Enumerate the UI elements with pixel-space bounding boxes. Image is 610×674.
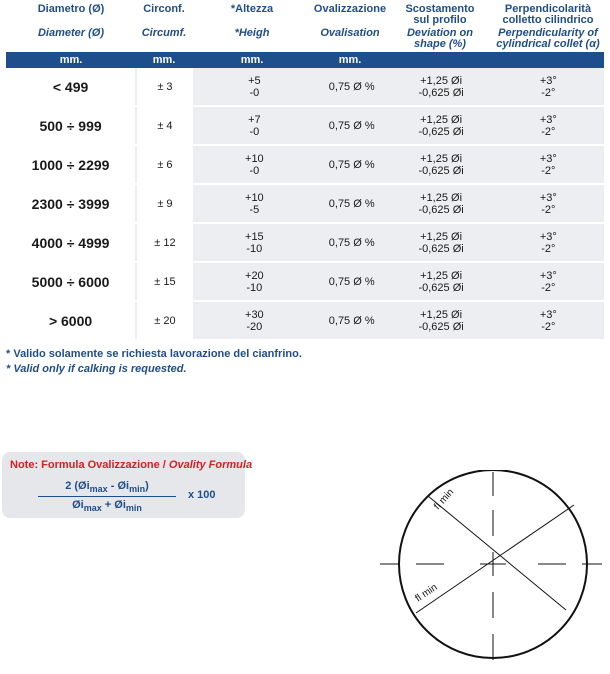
deviation-cell	[389, 224, 492, 261]
height-plus: +10	[245, 191, 264, 204]
header-ovalisation	[312, 0, 388, 52]
perpendicularity-cell	[493, 146, 604, 183]
height-minus: -0	[249, 164, 260, 177]
height-cell	[195, 185, 314, 222]
header-height	[192, 0, 312, 52]
tolerance-table	[6, 0, 604, 341]
footnote-it: * Valido solamente se richiesta lavorazione del cianfrino.	[6, 348, 302, 360]
formula-subscript: max	[83, 503, 102, 514]
height-plus: +10	[245, 152, 264, 165]
deviation-plus: +1,25 Øi	[420, 113, 463, 126]
perpendicularity-plus: +3°	[539, 74, 557, 87]
perpendicularity-cell	[493, 107, 604, 144]
header-it: Diametro (Ø)	[37, 3, 105, 15]
header-en: Circumf.	[141, 27, 187, 39]
diameter-label: fl min	[432, 486, 457, 513]
height-minus: -10	[246, 242, 263, 255]
deviation-minus: -0,625 Øi	[418, 86, 464, 99]
deviation-minus: -0,625 Øi	[418, 164, 464, 177]
perpendicularity-minus: -2°	[541, 86, 556, 99]
header-diameter	[6, 0, 136, 52]
table-row	[6, 302, 604, 341]
table-row	[6, 107, 604, 146]
perpendicularity-cell	[493, 224, 604, 261]
height-minus: -0	[249, 86, 260, 99]
circumference-cell: ± 3	[137, 68, 193, 105]
formula-fraction	[38, 480, 176, 513]
height-minus: -0	[249, 125, 260, 138]
ovalisation-cell: 0,75 Ø %	[328, 158, 375, 171]
formula-denominator	[38, 497, 176, 513]
deviation-minus: -0,625 Øi	[418, 242, 464, 255]
height-minus: -5	[249, 203, 260, 216]
header-en: Diameter (Ø)	[37, 27, 105, 39]
height-plus: +20	[245, 269, 264, 282]
perpendicularity-minus: -2°	[541, 164, 556, 177]
table-row	[6, 146, 604, 185]
deviation-plus: +1,25 Øi	[420, 269, 463, 282]
height-minus: -20	[246, 320, 263, 333]
perpendicularity-minus: -2°	[541, 125, 556, 138]
diameter-cell: 2300 ÷ 3999	[6, 185, 135, 222]
deviation-cell	[389, 185, 492, 222]
ovalisation-cell: 0,75 Ø %	[328, 197, 375, 210]
deviation-plus: +1,25 Øi	[420, 191, 463, 204]
deviation-cell	[389, 68, 492, 105]
header-perpendicularity	[492, 0, 604, 52]
table-header	[6, 0, 604, 52]
formula-text: + Øi	[101, 499, 126, 512]
perpendicularity-plus: +3°	[539, 113, 557, 126]
perpendicularity-plus: +3°	[539, 191, 557, 204]
header-it: sul profilo	[413, 14, 467, 26]
formula-title	[10, 459, 252, 471]
formula-multiplier: x 100	[188, 489, 216, 501]
circumference-cell: ± 12	[137, 224, 193, 261]
table-row	[6, 185, 604, 224]
perpendicularity-plus: +3°	[539, 230, 557, 243]
deviation-minus: -0,625 Øi	[418, 125, 464, 138]
deviation-cell	[389, 302, 492, 339]
table-row	[6, 224, 604, 263]
header-it: Circonf.	[143, 3, 185, 15]
header-it: colletto cilindrico	[502, 14, 594, 26]
header-circumference	[136, 0, 192, 52]
height-cell	[195, 263, 314, 300]
table-row	[6, 263, 604, 302]
height-minus: -10	[246, 281, 263, 294]
formula-text: )	[145, 480, 149, 492]
perpendicularity-minus: -2°	[541, 242, 556, 255]
circumference-cell: ± 4	[137, 107, 193, 144]
header-it: Perpendicolarità	[504, 3, 592, 15]
perpendicularity-minus: -2°	[541, 320, 556, 333]
header-en: Deviation on	[406, 27, 473, 39]
formula-subscript: max	[89, 484, 108, 495]
header-en: shape (%)	[414, 38, 466, 50]
table-row	[6, 68, 604, 107]
formula-text: 2 (Øi	[65, 480, 90, 492]
diameter-cell: > 6000	[6, 302, 135, 339]
diameter-label: fl min	[413, 581, 440, 605]
height-plus: +7	[248, 113, 261, 126]
header-en: Ovalisation	[320, 27, 380, 39]
ovalisation-cell: 0,75 Ø %	[328, 236, 375, 249]
perpendicularity-plus: +3°	[539, 308, 557, 321]
deviation-cell	[389, 107, 492, 144]
ovalisation-cell: 0,75 Ø %	[328, 275, 375, 288]
unit-cell: mm.	[59, 54, 83, 66]
circumference-cell: ± 6	[137, 146, 193, 183]
header-it: Scostamento	[405, 3, 475, 15]
deviation-plus: +1,25 Øi	[420, 230, 463, 243]
header-en: Perpendicularity of	[498, 27, 598, 39]
perpendicularity-cell	[493, 263, 604, 300]
height-cell	[195, 107, 314, 144]
deviation-cell	[389, 263, 492, 300]
diameter-line	[428, 496, 566, 610]
diameter-cell: 4000 ÷ 4999	[6, 224, 135, 261]
height-plus: +30	[245, 308, 264, 321]
header-en: cylindrical collet (α)	[496, 38, 600, 50]
header-deviation	[388, 0, 492, 52]
unit-cell: mm.	[240, 54, 264, 66]
table-body	[6, 68, 604, 341]
unit-cell: mm.	[152, 54, 176, 66]
formula-title-en: Ovality Formula	[168, 459, 253, 471]
formula-text: - Øi	[107, 480, 130, 492]
deviation-cell	[389, 146, 492, 183]
header-it: *Altezza	[230, 3, 274, 15]
circumference-cell: ± 20	[137, 302, 193, 339]
formula-numerator	[38, 480, 176, 497]
ovalisation-cell: 0,75 Ø %	[328, 314, 375, 327]
deviation-minus: -0,625 Øi	[418, 320, 464, 333]
height-cell	[195, 146, 314, 183]
deviation-plus: +1,25 Øi	[420, 74, 463, 87]
height-plus: +5	[248, 74, 261, 87]
perpendicularity-cell	[493, 68, 604, 105]
deviation-minus: -0,625 Øi	[418, 203, 464, 216]
ovalisation-cell: 0,75 Ø %	[328, 80, 375, 93]
perpendicularity-minus: -2°	[541, 203, 556, 216]
ovalisation-cell: 0,75 Ø %	[328, 119, 375, 132]
diameter-cell: 500 ÷ 999	[6, 107, 135, 144]
perpendicularity-cell	[493, 185, 604, 222]
footnote	[6, 347, 302, 377]
formula-subscript: min	[125, 503, 142, 514]
diameter-cell: 5000 ÷ 6000	[6, 263, 135, 300]
diameter-cell: < 499	[6, 68, 135, 105]
formula-box	[2, 452, 253, 518]
header-en: *Heigh	[234, 27, 270, 39]
formula-text: Øi	[72, 499, 84, 512]
perpendicularity-minus: -2°	[541, 281, 556, 294]
perpendicularity-plus: +3°	[539, 152, 557, 165]
height-cell	[195, 224, 314, 261]
height-plus: +15	[245, 230, 264, 243]
diameter-cell: 1000 ÷ 2299	[6, 146, 135, 183]
height-cell	[195, 302, 314, 339]
height-cell	[195, 68, 314, 105]
perpendicularity-cell	[493, 302, 604, 339]
deviation-minus: -0,625 Øi	[418, 281, 464, 294]
circumference-cell: ± 15	[137, 263, 193, 300]
formula-subscript: min	[129, 484, 146, 495]
deviation-plus: +1,25 Øi	[420, 308, 463, 321]
units-row	[6, 52, 604, 68]
unit-cell: mm.	[338, 54, 362, 66]
formula-title-it: Note: Formula Ovalizzazione /	[10, 459, 169, 471]
perpendicularity-plus: +3°	[539, 269, 557, 282]
header-it: Ovalizzazione	[313, 3, 387, 15]
deviation-plus: +1,25 Øi	[420, 152, 463, 165]
circumference-cell: ± 9	[137, 185, 193, 222]
footnote-en: * Valid only if calking is requested.	[6, 363, 187, 375]
ovality-circle-diagram	[376, 470, 606, 670]
